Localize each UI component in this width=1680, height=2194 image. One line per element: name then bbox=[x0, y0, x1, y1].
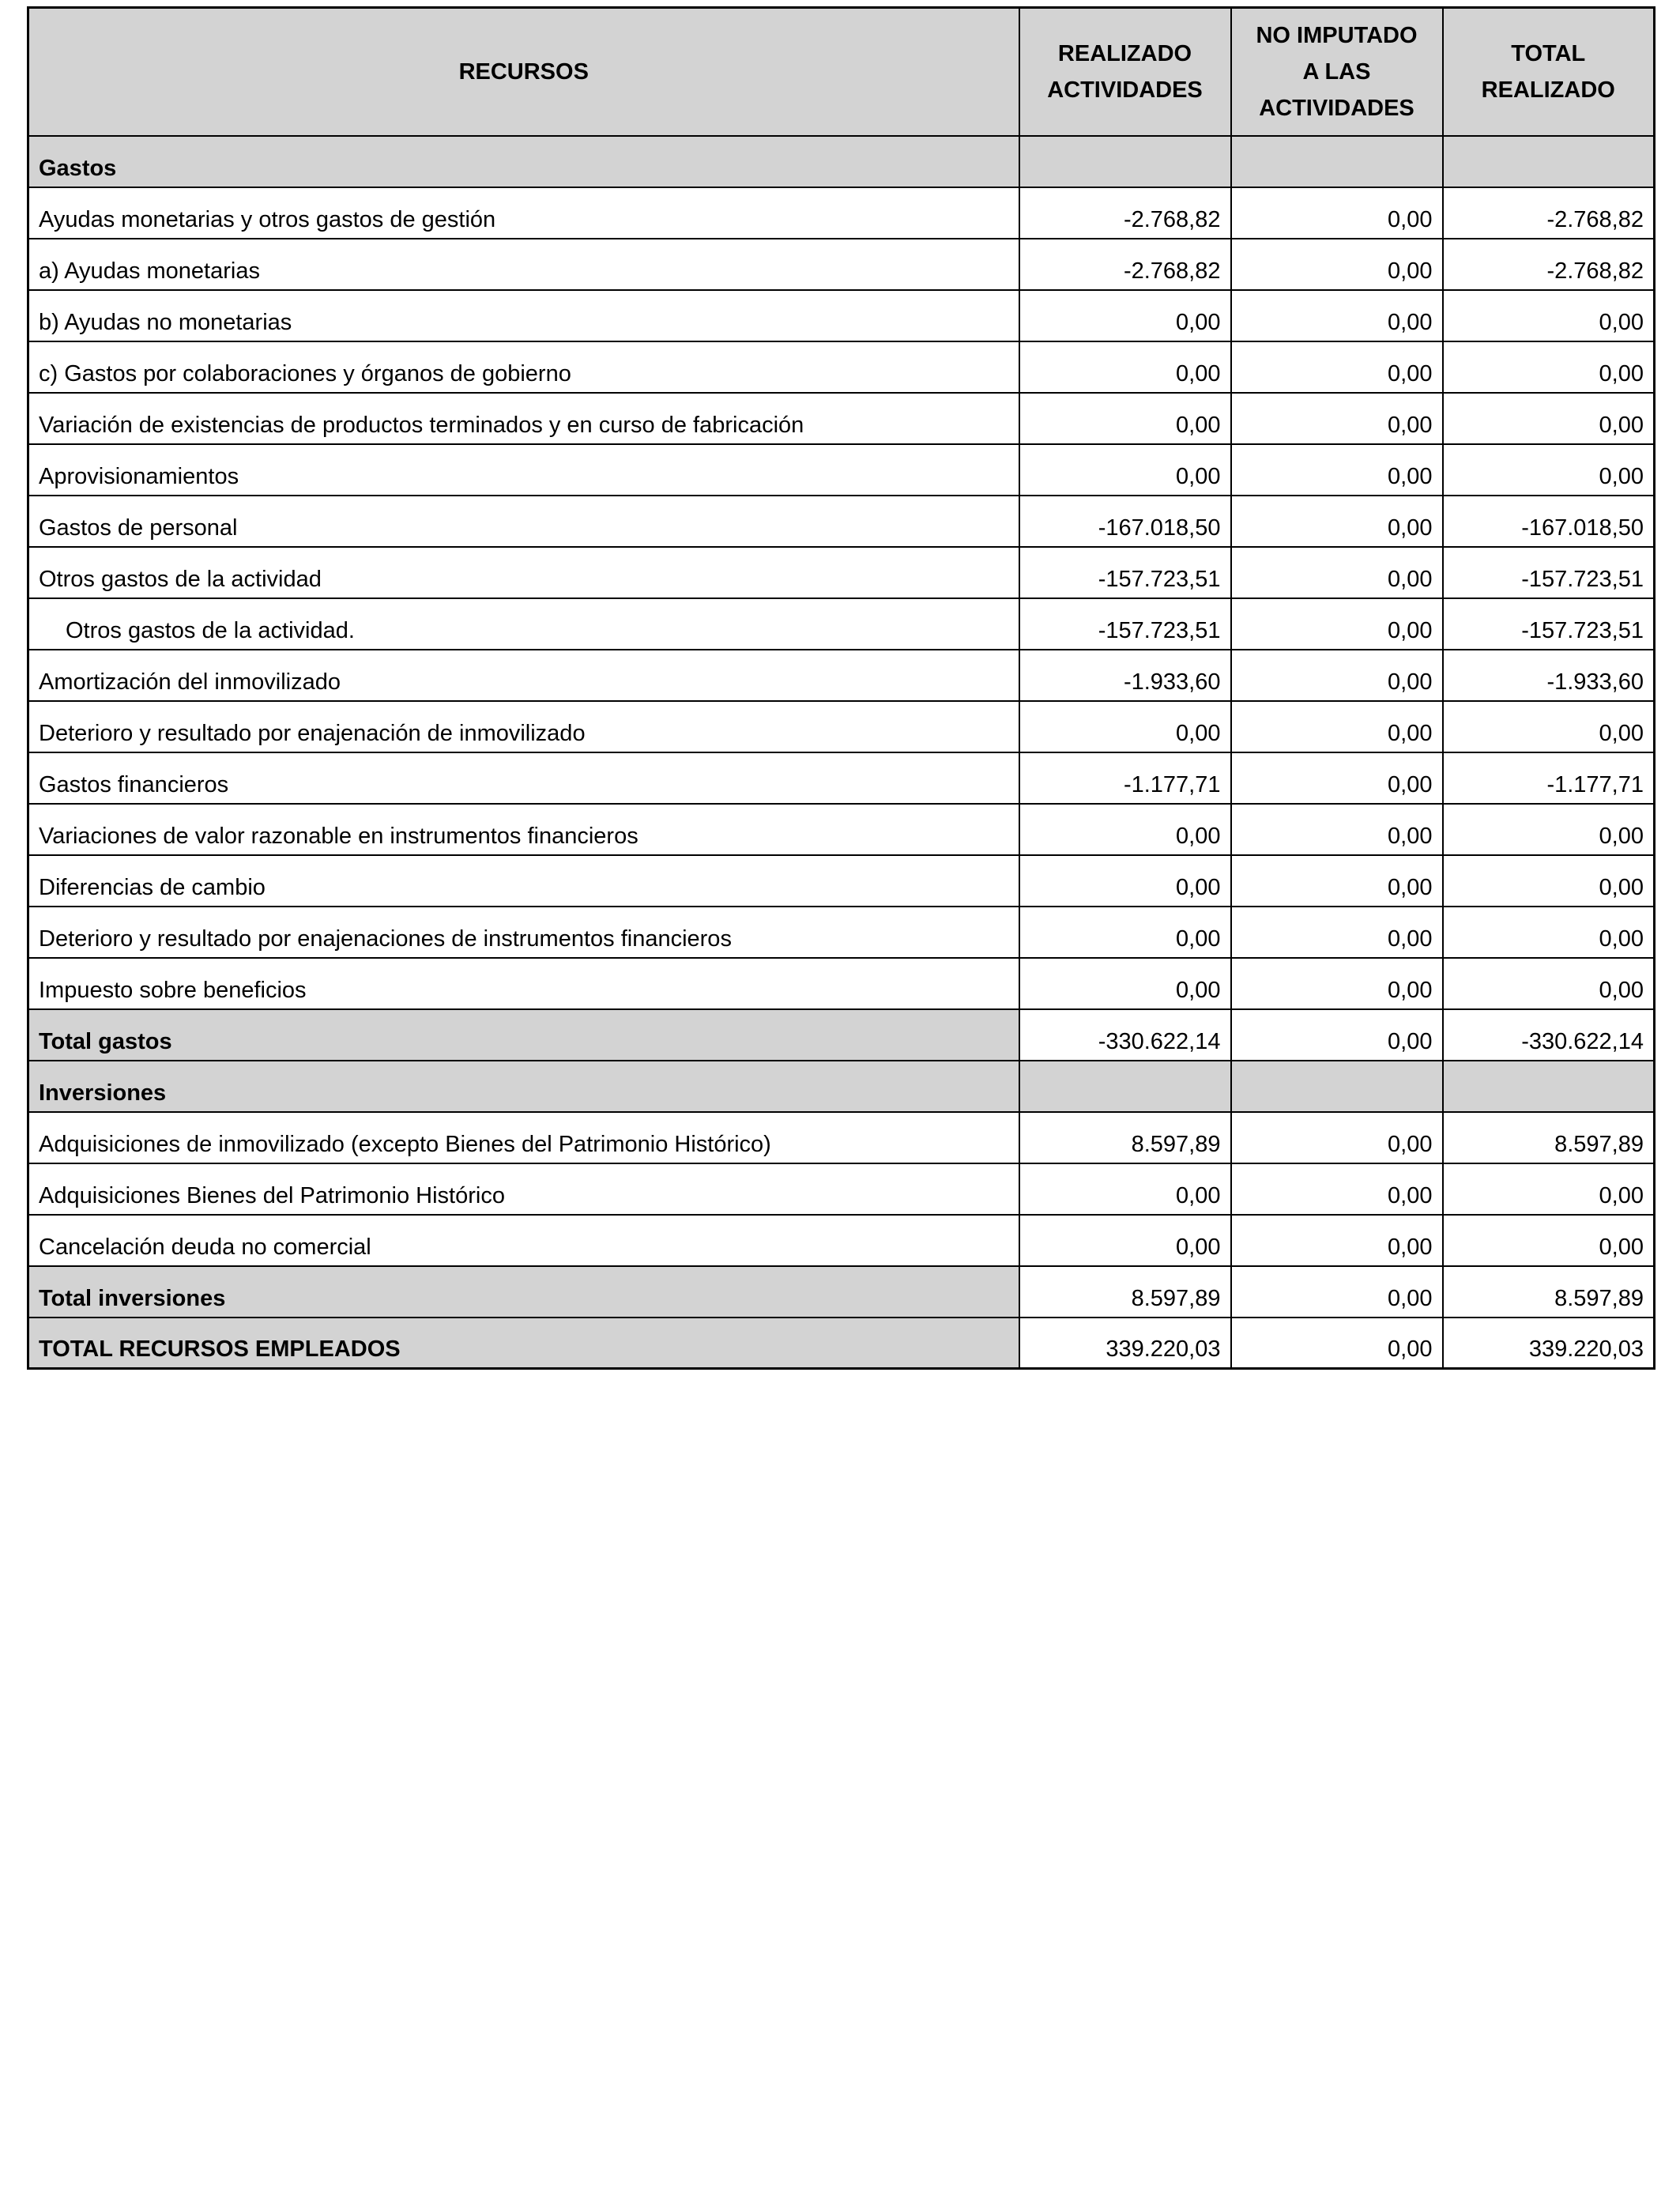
cell-no-imputado: 0,00 bbox=[1231, 1215, 1443, 1266]
row-label: Total gastos bbox=[28, 1009, 1019, 1061]
row-label: Adquisiciones de inmovilizado (excepto Bienes del Patrimonio Histórico) bbox=[28, 1112, 1019, 1163]
row-label: b) Ayudas no monetarias bbox=[28, 290, 1019, 341]
cell-total: -1.177,71 bbox=[1443, 752, 1655, 804]
cell-no-imputado: 0,00 bbox=[1231, 907, 1443, 958]
cell-realizado: -1.177,71 bbox=[1019, 752, 1231, 804]
cell-no-imputado: 0,00 bbox=[1231, 752, 1443, 804]
cell-realizado: 0,00 bbox=[1019, 958, 1231, 1009]
cell-no-imputado: 0,00 bbox=[1231, 239, 1443, 290]
cell-total: 0,00 bbox=[1443, 290, 1655, 341]
row-label: TOTAL RECURSOS EMPLEADOS bbox=[28, 1318, 1019, 1369]
row-label: Total inversiones bbox=[28, 1266, 1019, 1318]
cell-total: 0,00 bbox=[1443, 958, 1655, 1009]
cell-realizado: 339.220,03 bbox=[1019, 1318, 1231, 1369]
table-row bbox=[28, 650, 1655, 701]
cell-no-imputado: 0,00 bbox=[1231, 393, 1443, 444]
total-gastos-row bbox=[28, 1009, 1655, 1061]
row-label: Aprovisionamientos bbox=[28, 444, 1019, 496]
row-label: Deterioro y resultado por enajenación de inmovilizado bbox=[28, 701, 1019, 752]
row-label: Adquisiciones Bienes del Patrimonio Histórico bbox=[28, 1163, 1019, 1215]
row-label: c) Gastos por colaboraciones y órganos de gobierno bbox=[28, 341, 1019, 393]
table-row bbox=[28, 855, 1655, 907]
cell-total: 8.597,89 bbox=[1443, 1266, 1655, 1318]
cell-realizado: 0,00 bbox=[1019, 290, 1231, 341]
header-total-realizado: TOTAL REALIZADO bbox=[1443, 8, 1655, 136]
cell-total: 0,00 bbox=[1443, 804, 1655, 855]
cell-total: 0,00 bbox=[1443, 444, 1655, 496]
cell-realizado: 0,00 bbox=[1019, 701, 1231, 752]
cell-realizado: -157.723,51 bbox=[1019, 598, 1231, 650]
cell-realizado: 0,00 bbox=[1019, 1215, 1231, 1266]
cell-no-imputado: 0,00 bbox=[1231, 1009, 1443, 1061]
section-inversiones bbox=[28, 1061, 1655, 1112]
total-recursos-row bbox=[28, 1318, 1655, 1369]
table-row bbox=[28, 393, 1655, 444]
table-row bbox=[28, 341, 1655, 393]
cell-realizado: 0,00 bbox=[1019, 341, 1231, 393]
cell-realizado: -2.768,82 bbox=[1019, 187, 1231, 239]
cell-realizado: -2.768,82 bbox=[1019, 239, 1231, 290]
table-row bbox=[28, 290, 1655, 341]
cell-no-imputado: 0,00 bbox=[1231, 1318, 1443, 1369]
table-row bbox=[28, 598, 1655, 650]
cell-total: -167.018,50 bbox=[1443, 496, 1655, 547]
cell-total: 0,00 bbox=[1443, 341, 1655, 393]
table-row bbox=[28, 496, 1655, 547]
cell-no-imputado: 0,00 bbox=[1231, 804, 1443, 855]
cell-realizado: 8.597,89 bbox=[1019, 1112, 1231, 1163]
row-label: Otros gastos de la actividad bbox=[28, 547, 1019, 598]
cell-total: 0,00 bbox=[1443, 1163, 1655, 1215]
cell-no-imputado: 0,00 bbox=[1231, 958, 1443, 1009]
cell-total: -2.768,82 bbox=[1443, 187, 1655, 239]
cell-no-imputado: 0,00 bbox=[1231, 444, 1443, 496]
cell-total: 0,00 bbox=[1443, 1215, 1655, 1266]
cell-total: 0,00 bbox=[1443, 701, 1655, 752]
cell-realizado: 0,00 bbox=[1019, 855, 1231, 907]
table-row bbox=[28, 187, 1655, 239]
section-label: Inversiones bbox=[28, 1061, 1019, 1112]
cell-no-imputado: 0,00 bbox=[1231, 598, 1443, 650]
table-row bbox=[28, 958, 1655, 1009]
cell-realizado: -1.933,60 bbox=[1019, 650, 1231, 701]
table-row bbox=[28, 444, 1655, 496]
cell-total: -1.933,60 bbox=[1443, 650, 1655, 701]
cell-realizado: -167.018,50 bbox=[1019, 496, 1231, 547]
cell-no-imputado: 0,00 bbox=[1231, 855, 1443, 907]
header-recursos: RECURSOS bbox=[28, 8, 1019, 136]
row-label: Otros gastos de la actividad. bbox=[28, 598, 1019, 650]
header-no-imputado: NO IMPUTADO A LAS ACTIVIDADES bbox=[1231, 8, 1443, 136]
row-label: Variación de existencias de productos terminados y en curso de fabricación bbox=[28, 393, 1019, 444]
cell-realizado: 8.597,89 bbox=[1019, 1266, 1231, 1318]
section-label: Gastos bbox=[28, 136, 1019, 187]
cell-no-imputado: 0,00 bbox=[1231, 547, 1443, 598]
row-label: a) Ayudas monetarias bbox=[28, 239, 1019, 290]
row-label: Cancelación deuda no comercial bbox=[28, 1215, 1019, 1266]
cell-no-imputado: 0,00 bbox=[1231, 1266, 1443, 1318]
row-label: Deterioro y resultado por enajenaciones de instrumentos financieros bbox=[28, 907, 1019, 958]
cell-no-imputado: 0,00 bbox=[1231, 650, 1443, 701]
table-row bbox=[28, 907, 1655, 958]
table-row bbox=[28, 239, 1655, 290]
total-inversiones-row bbox=[28, 1266, 1655, 1318]
cell-no-imputado: 0,00 bbox=[1231, 1112, 1443, 1163]
row-label: Diferencias de cambio bbox=[28, 855, 1019, 907]
row-label: Ayudas monetarias y otros gastos de gestión bbox=[28, 187, 1019, 239]
table-row bbox=[28, 752, 1655, 804]
cell-realizado: 0,00 bbox=[1019, 1163, 1231, 1215]
cell-realizado: 0,00 bbox=[1019, 444, 1231, 496]
header-realizado-actividades: REALIZADO ACTIVIDADES bbox=[1019, 8, 1231, 136]
cell-realizado: 0,00 bbox=[1019, 804, 1231, 855]
cell-total: -330.622,14 bbox=[1443, 1009, 1655, 1061]
row-label: Gastos de personal bbox=[28, 496, 1019, 547]
table-row bbox=[28, 1215, 1655, 1266]
table-header-row bbox=[28, 8, 1655, 136]
cell-total: 339.220,03 bbox=[1443, 1318, 1655, 1369]
cell-total: -157.723,51 bbox=[1443, 547, 1655, 598]
row-label: Amortización del inmovilizado bbox=[28, 650, 1019, 701]
row-label: Impuesto sobre beneficios bbox=[28, 958, 1019, 1009]
cell-no-imputado: 0,00 bbox=[1231, 187, 1443, 239]
table-row bbox=[28, 547, 1655, 598]
cell-total: 8.597,89 bbox=[1443, 1112, 1655, 1163]
section-gastos bbox=[28, 136, 1655, 187]
cell-no-imputado: 0,00 bbox=[1231, 290, 1443, 341]
cell-total: -157.723,51 bbox=[1443, 598, 1655, 650]
cell-no-imputado: 0,00 bbox=[1231, 341, 1443, 393]
table-row bbox=[28, 701, 1655, 752]
recursos-table bbox=[27, 6, 1656, 1370]
cell-total: 0,00 bbox=[1443, 907, 1655, 958]
table-row bbox=[28, 804, 1655, 855]
cell-realizado: -157.723,51 bbox=[1019, 547, 1231, 598]
cell-no-imputado: 0,00 bbox=[1231, 496, 1443, 547]
cell-realizado: -330.622,14 bbox=[1019, 1009, 1231, 1061]
cell-total: 0,00 bbox=[1443, 855, 1655, 907]
cell-realizado: 0,00 bbox=[1019, 907, 1231, 958]
row-label: Gastos financieros bbox=[28, 752, 1019, 804]
cell-no-imputado: 0,00 bbox=[1231, 1163, 1443, 1215]
table-row bbox=[28, 1163, 1655, 1215]
cell-total: -2.768,82 bbox=[1443, 239, 1655, 290]
cell-no-imputado: 0,00 bbox=[1231, 701, 1443, 752]
table-row bbox=[28, 1112, 1655, 1163]
cell-realizado: 0,00 bbox=[1019, 393, 1231, 444]
row-label: Variaciones de valor razonable en instrumentos financieros bbox=[28, 804, 1019, 855]
cell-total: 0,00 bbox=[1443, 393, 1655, 444]
